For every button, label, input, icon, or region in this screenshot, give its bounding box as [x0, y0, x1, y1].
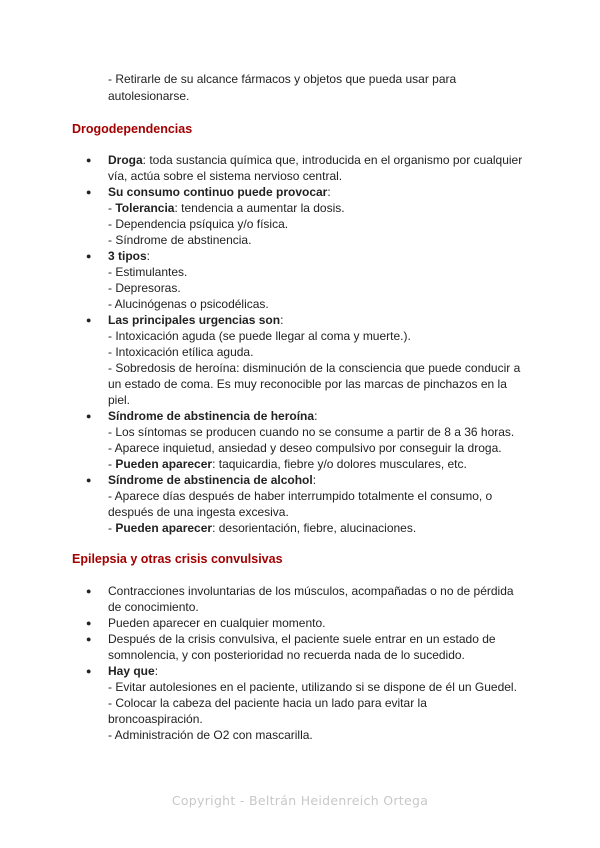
- alcohol3-dash: -: [108, 521, 116, 535]
- bullet-icon: ●: [86, 155, 92, 165]
- consumo-label: Su consumo continuo puede provocar: [108, 185, 328, 199]
- alcohol-label: Síndrome de abstinencia de alcohol: [108, 473, 313, 487]
- list-item-alcohol: [108, 472, 316, 488]
- hay-que-line-4: - Administración de O2 con mascarilla.: [108, 728, 313, 742]
- droga-text: : toda sustancia química que, introducida en el organismo por cualquier: [142, 153, 523, 167]
- heroina-line-2: - Aparece inquietud, ansiedad y deseo compulsivo por conseguir la droga.: [108, 441, 502, 455]
- heroina-label: Síndrome de abstinencia de heroína: [108, 409, 315, 423]
- alcohol3-label: Pueden aparecer: [115, 521, 213, 535]
- heroina3-dash: -: [108, 457, 116, 471]
- bullet-icon: ●: [86, 251, 92, 261]
- estimulantes-line: - Estimulantes.: [108, 265, 188, 279]
- bullet-icon: ●: [86, 618, 92, 628]
- tipos-label: 3 tipos: [108, 249, 147, 263]
- heroina-line-1: - Los síntomas se producen cuando no se consume a partir de 8 a 36 horas.: [108, 425, 515, 439]
- hay-que-line-3: broncoaspiración.: [108, 712, 203, 726]
- depresoras-line: - Depresoras.: [108, 281, 181, 295]
- alcohol-colon: :: [312, 473, 317, 487]
- alcohol3-text: : desorientación, fiebre, alucinaciones.: [212, 521, 417, 535]
- tolerancia-line: [108, 200, 345, 216]
- alcohol-line-2: después de una ingesta excesiva.: [108, 505, 289, 519]
- sindrome-line: - Síndrome de abstinencia.: [108, 233, 252, 247]
- epilepsia-item-1-line-2: de conocimiento.: [108, 600, 199, 614]
- sobredosis-line-1: - Sobredosis de heroína: disminución de la consciencia que puede conducir a: [108, 361, 521, 375]
- heroina3-label: Pueden aparecer: [115, 457, 213, 471]
- list-item-hay-que: [108, 663, 158, 679]
- hay-que-line-1: - Evitar autolesiones en el paciente, utilizando si se dispone de él un Guedel.: [108, 680, 517, 694]
- list-item-heroina: [108, 408, 317, 424]
- alucinogenas-line: - Alucinógenas o psicodélicas.: [108, 297, 269, 311]
- list-item-urgencias: [108, 312, 283, 328]
- dependencia-line: - Dependencia psíquica y/o física.: [108, 217, 289, 231]
- list-item-tipos: [108, 248, 150, 264]
- bullet-icon: ●: [86, 634, 92, 644]
- tolerancia-label: Tolerancia: [115, 201, 175, 215]
- bullet-icon: ●: [86, 586, 92, 596]
- tolerancia-text: : tendencia a aumentar la dosis.: [174, 201, 345, 215]
- bullet-icon: ●: [86, 187, 92, 197]
- heroina3-text: : taquicardia, fiebre y/o dolores musculares, etc.: [212, 457, 467, 471]
- tolerancia-dash: -: [108, 201, 116, 215]
- heroina-colon: :: [314, 409, 318, 423]
- sobredosis-line-2: un estado de coma. Es muy reconocible por las marcas de pinchazos en la: [108, 377, 507, 391]
- intro-line-2: autolesionarse.: [108, 89, 190, 103]
- bullet-icon: ●: [86, 411, 92, 421]
- hay-que-label: Hay que: [108, 664, 155, 678]
- consumo-colon: :: [327, 185, 331, 199]
- copyright-footer: Copyright - Beltrán Heidenreich Ortega: [171, 793, 429, 808]
- alcohol-line-3: [108, 520, 416, 536]
- epilepsia-item-3-line-1: Después de la crisis convulsiva, el paciente suele entrar en un estado de: [108, 632, 496, 646]
- droga-label: Droga: [108, 153, 143, 167]
- bullet-icon: ●: [86, 475, 92, 485]
- intox-etilica-line: - Intoxicación etílica aguda.: [108, 345, 254, 359]
- intox-aguda-line: - Intoxicación aguda (se puede llegar al coma y muerte.).: [108, 329, 411, 343]
- urgencias-label: Las principales urgencias son: [108, 313, 281, 327]
- sobredosis-line-3: piel.: [108, 393, 131, 407]
- bullet-icon: ●: [86, 666, 92, 676]
- bullet-icon: ●: [86, 315, 92, 325]
- epilepsia-item-1-line-1: Contracciones involuntarias de los músculos, acompañadas o no de pérdida: [108, 584, 514, 598]
- list-item-consumo: [108, 184, 331, 200]
- epilepsia-item-2: Pueden aparecer en cualquier momento.: [108, 616, 326, 630]
- alcohol-line-1: - Aparece días después de haber interrumpido totalmente el consumo, o: [108, 489, 493, 503]
- epilepsia-item-3-line-2: somnolencia, y con posterioridad no recuerda nada de lo sucedido.: [108, 648, 465, 662]
- hay-que-line-2: - Colocar la cabeza del paciente hacia un lado para evitar la: [108, 696, 427, 710]
- tipos-colon: :: [146, 249, 151, 263]
- urgencias-colon: :: [280, 313, 284, 327]
- droga-text-2: vía, actúa sobre el sistema nervioso central.: [108, 169, 343, 183]
- intro-line-1: - Retirarle de su alcance fármacos y objetos que pueda usar para: [108, 72, 457, 86]
- list-item-droga: [108, 152, 522, 168]
- heroina-line-3: [108, 456, 467, 472]
- hay-que-colon: :: [154, 664, 159, 678]
- section-heading-epilepsia: Epilepsia y otras crisis convulsivas: [72, 552, 283, 566]
- section-heading-drogodependencias: Drogodependencias: [72, 122, 193, 136]
